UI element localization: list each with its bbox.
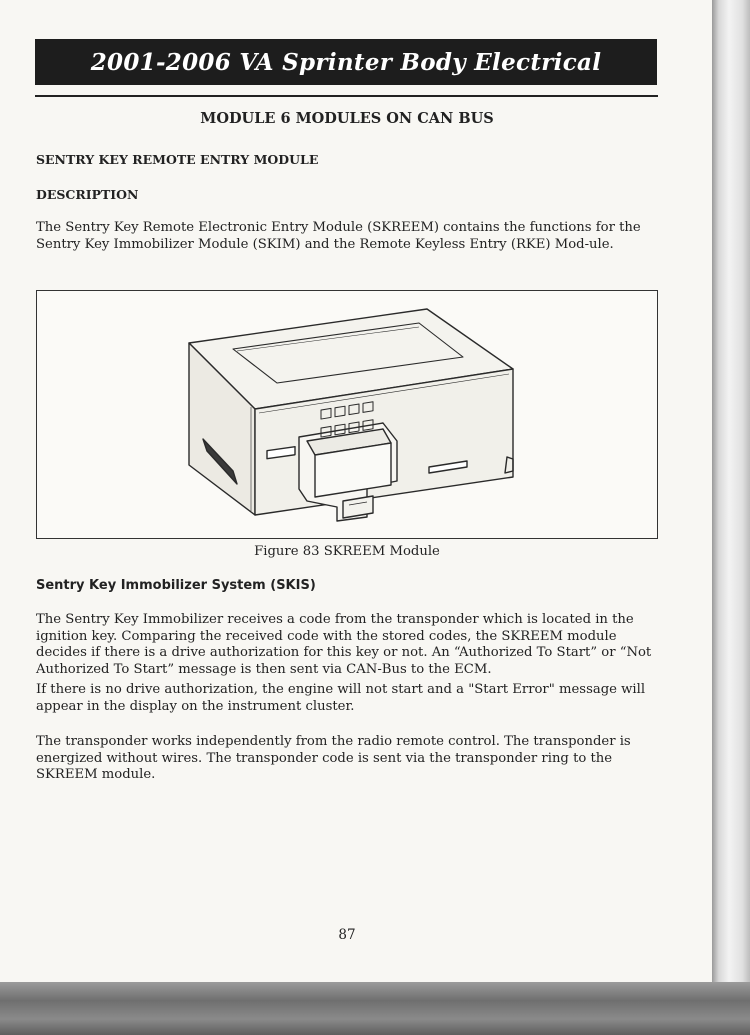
section-heading: SENTRY KEY REMOTE ENTRY MODULE bbox=[36, 152, 319, 167]
page-number: 87 bbox=[338, 927, 356, 943]
paragraph-2: If there is no drive authorization, the engine will not start and a "Start Error" message will appear in the display on the instrument cluster. bbox=[36, 682, 646, 714]
header-title: 2001-2006 VA Sprinter Body Electrical bbox=[90, 48, 602, 76]
description-paragraph: The Sentry Key Remote Electronic Entry Module (SKREEM) contains the functions for the Sentry Key Immobilizer Module (SKIM) and the Remote Keyless Entry (RKE) Mod-ule. bbox=[36, 220, 641, 252]
figure-caption: Figure 83 SKREEM Module bbox=[254, 544, 440, 559]
figure-frame bbox=[36, 290, 658, 539]
paragraph-1: The Sentry Key Immobilizer receives a code from the transponder which is located in the ignition key. Comparing the received code with the stored codes, the SKREEM module decides if there is a drive authorization for this key or not. An “Authorized To Start” or “Not Authorized To Start” message is then sent via CAN-Bus to the ECM. bbox=[36, 612, 652, 677]
description-heading: DESCRIPTION bbox=[36, 187, 139, 202]
skreem-module-illustration bbox=[37, 291, 657, 538]
header-rule bbox=[35, 95, 658, 97]
skis-heading: Sentry Key Immobilizer System (SKIS) bbox=[36, 578, 316, 593]
binder-edge bbox=[712, 0, 750, 985]
module-heading: MODULE 6 MODULES ON CAN BUS bbox=[200, 110, 494, 127]
scan-bottom-shadow bbox=[0, 982, 750, 1035]
paragraph-3: The transponder works independently from the radio remote control. The transponder is energized without wires. The transponder code is sent via the transponder ring to the SKREEM module. bbox=[36, 734, 631, 782]
header-banner bbox=[35, 39, 657, 85]
